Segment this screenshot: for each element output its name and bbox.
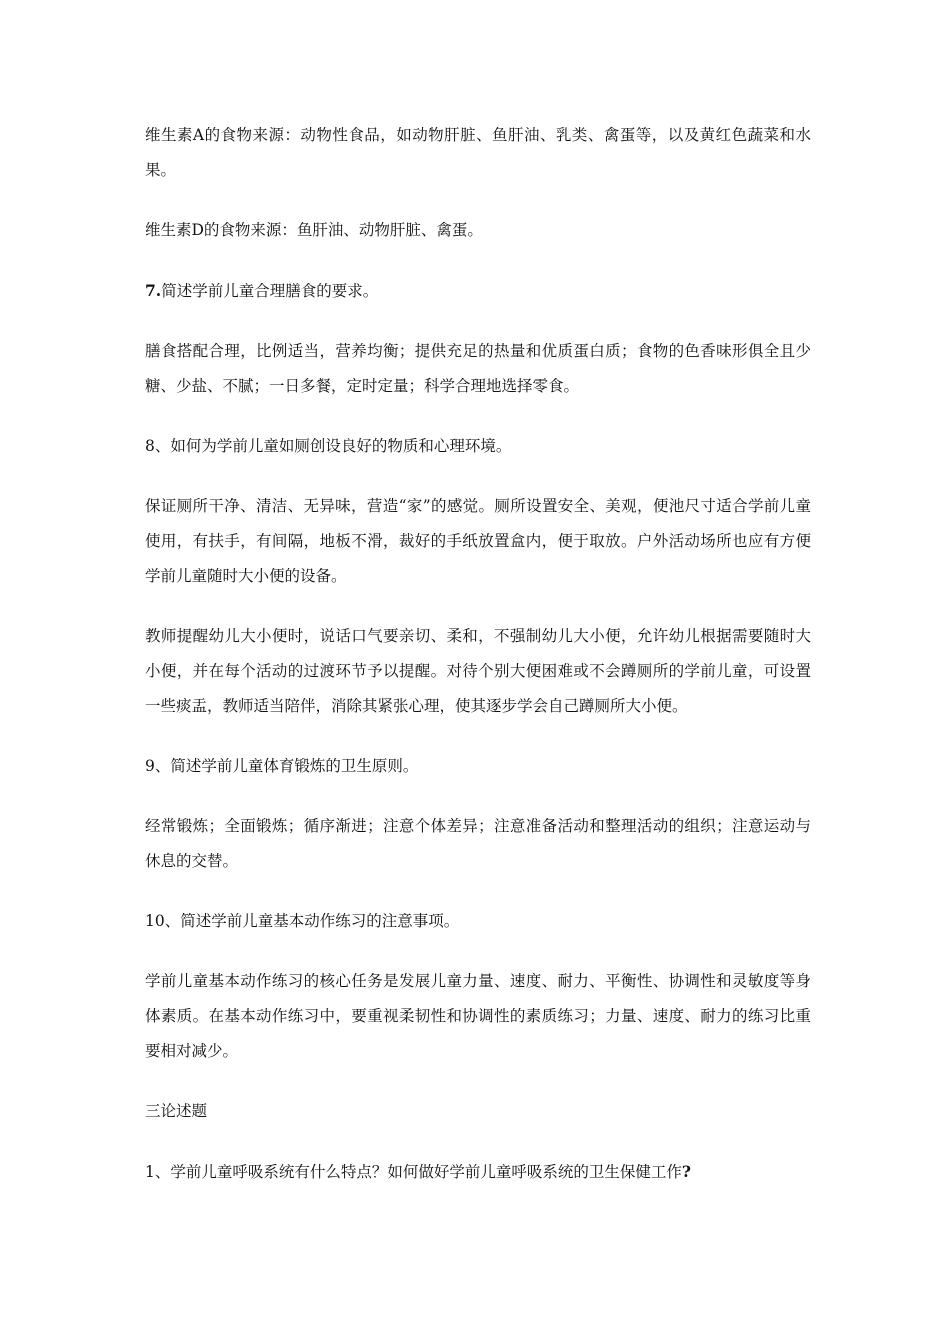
question-7: [145, 273, 811, 309]
answer-8-part-2: 教师提醒幼儿大小便时，说话口气要亲切、柔和，不强制幼儿大小便，允许幼儿根据需要随时大小便，并在每个活动的过渡环节予以提醒。对待个别大便困难或不会蹲厕所的学前儿童，可设置一些痰盂，教师适当陪伴，消除其紧张心理，使其逐步学会自己蹲厕所大小便。: [145, 627, 811, 715]
question-9: 9、简述学前儿童体育锻炼的卫生原则。: [145, 757, 419, 775]
essay-question-1-mark: ?: [681, 1162, 691, 1181]
answer-9: 经常锻炼；全面锻炼；循序渐进；注意个体差异；注意准备活动和整理活动的组织；注意运动与休息的交替。: [145, 817, 811, 870]
paragraph-vitamin-d-sources: 维生素D的食物来源：鱼肝油、动物肝脏、禽蛋。: [145, 221, 483, 239]
question-7-text: 简述学前儿童合理膳食的要求。: [161, 282, 379, 300]
essay-question-1: [145, 1154, 811, 1190]
question-10: 10、简述学前儿童基本动作练习的注意事项。: [145, 912, 460, 930]
paragraph-vitamin-a-sources: 维生素A的食物来源：动物性食品，如动物肝脏、鱼肝油、乳类、禽蛋等，以及黄红色蔬菜和水果。: [145, 126, 811, 179]
essay-question-1-text: 1、学前儿童呼吸系统有什么特点？如何做好学前儿童呼吸系统的卫生保健工作: [145, 1163, 682, 1181]
answer-7: 膳食搭配合理，比例适当，营养均衡；提供充足的热量和优质蛋白质；食物的色香味形俱全且少糖、少盐、不腻；一日多餐，定时定量；科学合理地选择零食。: [145, 342, 811, 395]
document-page: [145, 118, 811, 1215]
section-heading-essay: 三论述题: [145, 1102, 208, 1120]
answer-8-part-1: 保证厕所干净、清洁、无异味，营造“家”的感觉。厕所设置安全、美观，便池尺寸适合学前儿童使用，有扶手，有间隔，地板不滑，裁好的手纸放置盒内，便于取放。户外活动场所也应有方便学前儿童随时大小便的设备。: [145, 497, 811, 585]
question-8: 8、如何为学前儿童如厕创设良好的物质和心理环境。: [145, 437, 512, 455]
question-7-number: 7.: [145, 281, 162, 300]
answer-10: 学前儿童基本动作练习的核心任务是发展儿童力量、速度、耐力、平衡性、协调性和灵敏度等身体素质。在基本动作练习中，要重视柔韧性和协调性的素质练习；力量、速度、耐力的练习比重要相对减少。: [145, 972, 811, 1060]
